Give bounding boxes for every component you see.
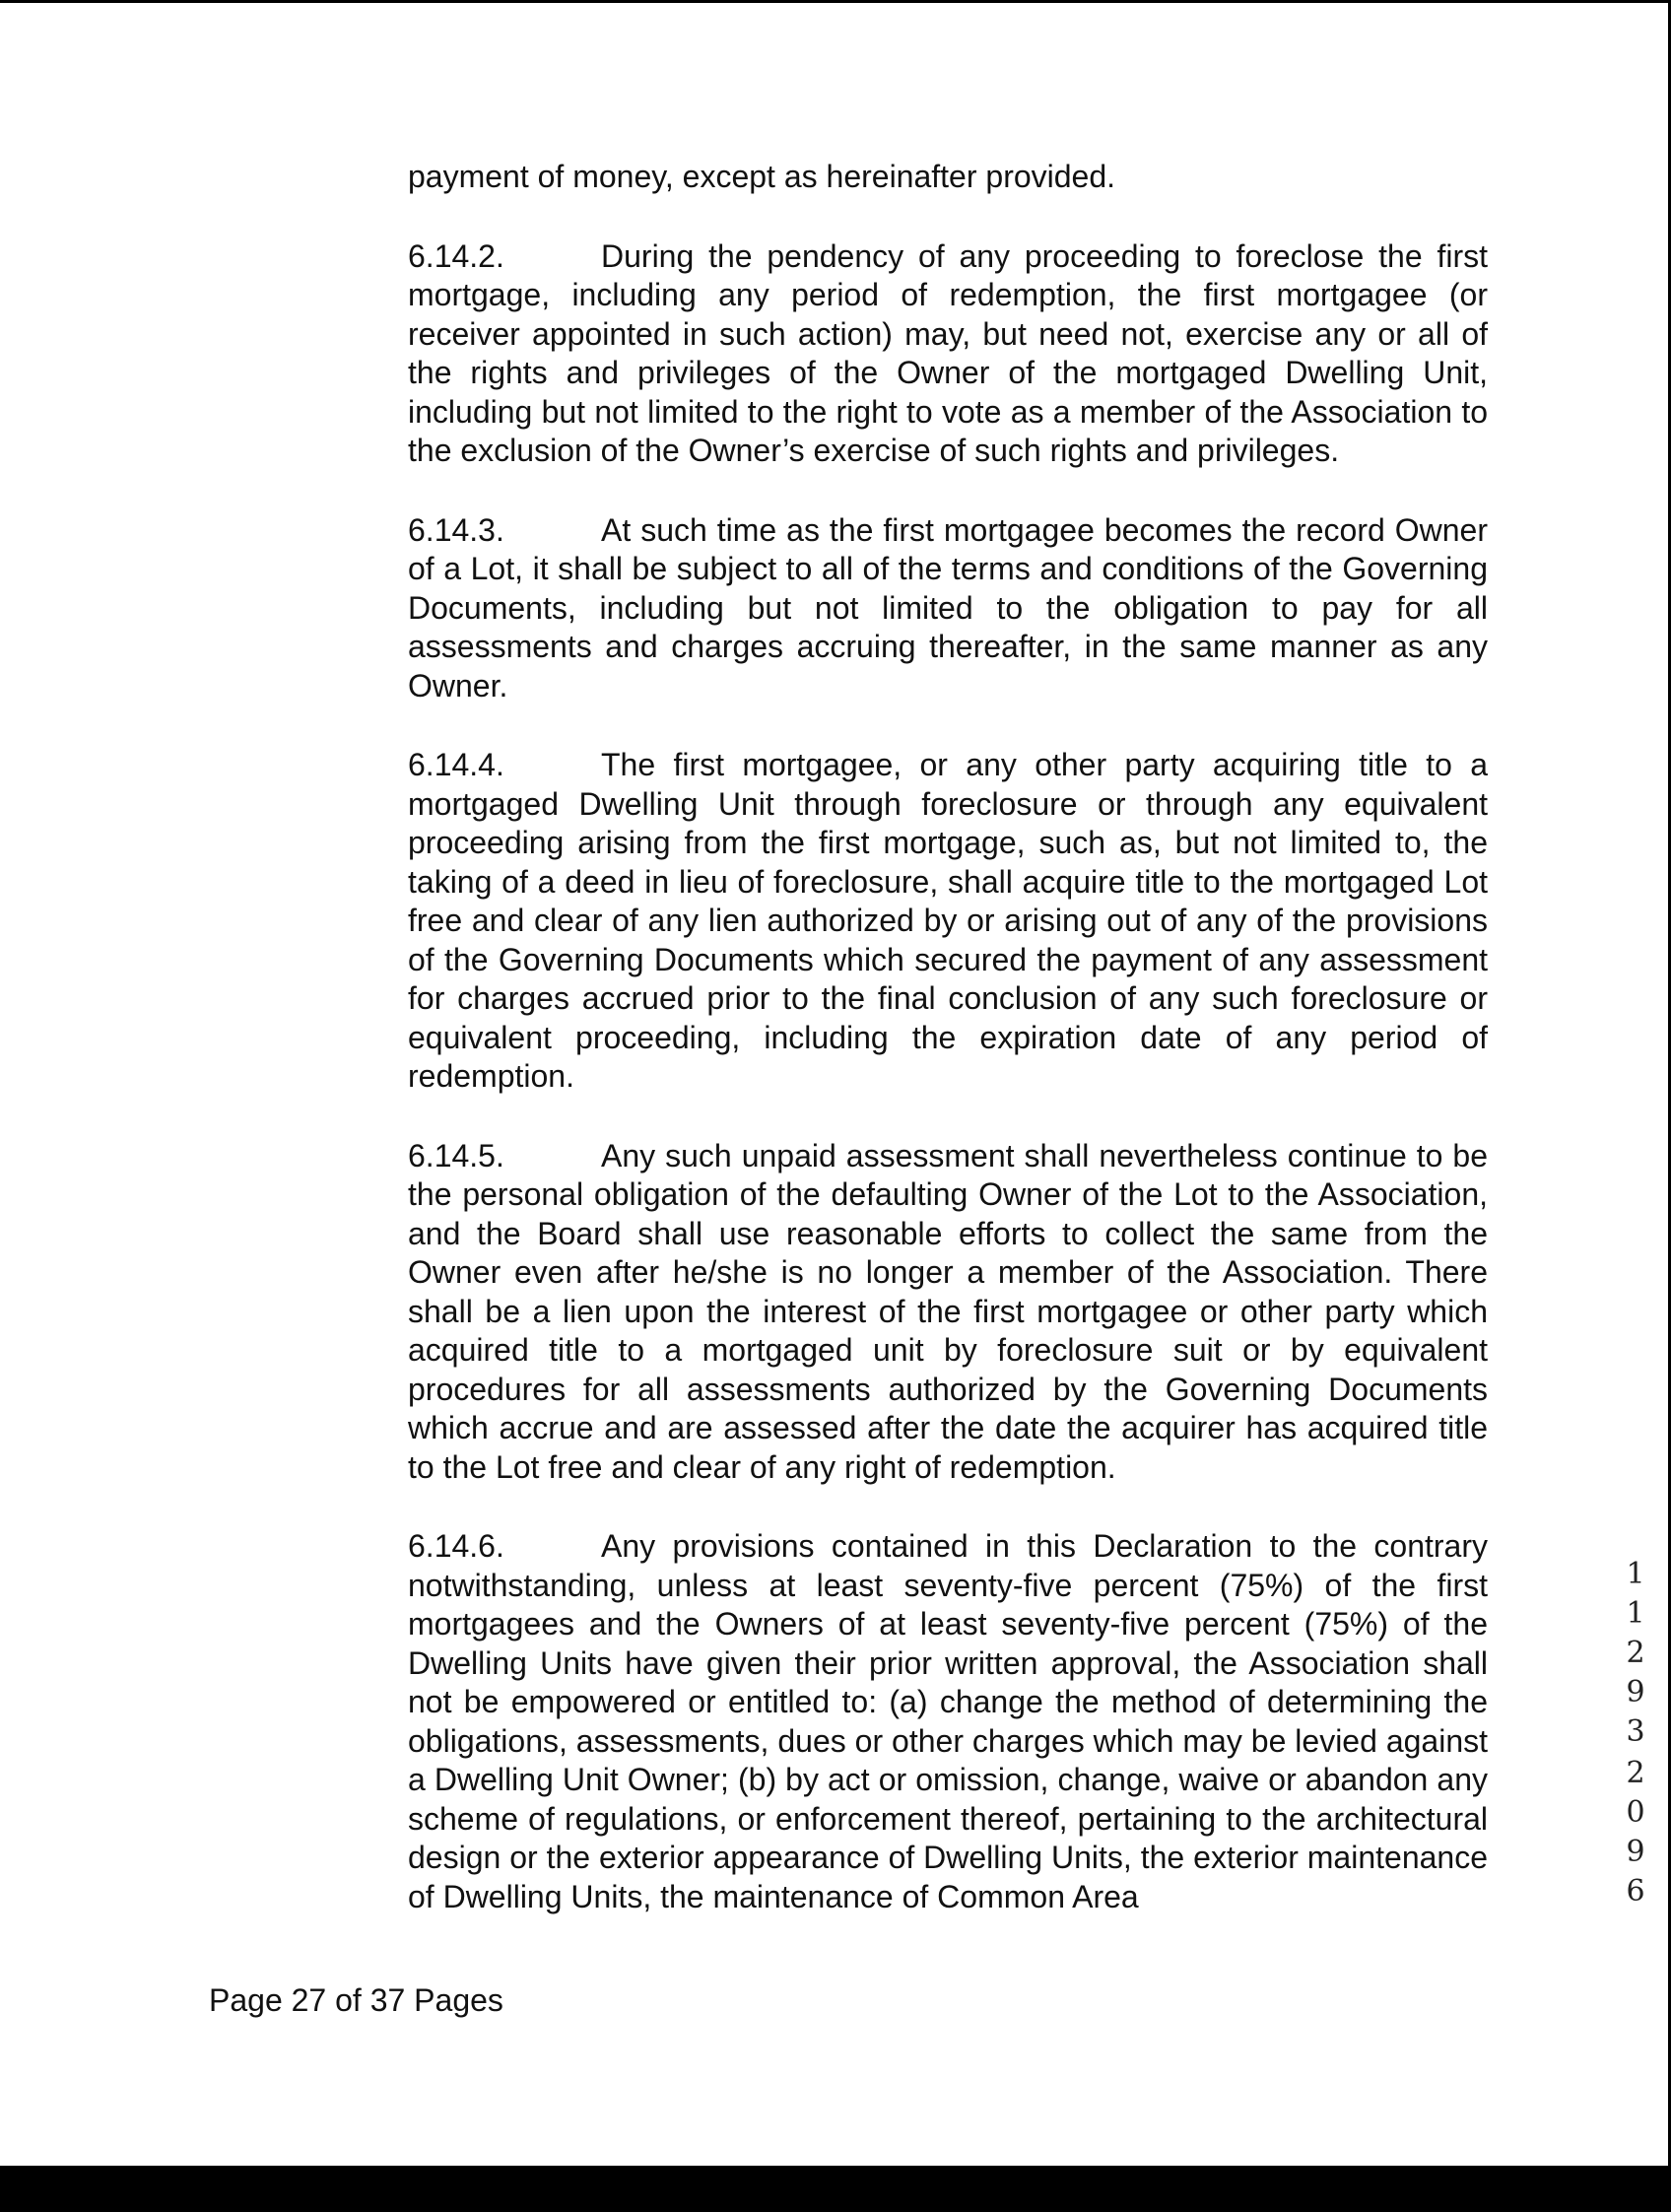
margin-stamp-group-a [1616, 1555, 1655, 1752]
scan-border-top [0, 0, 1671, 3]
clause-text: Any provisions contained in this Declaration to the contrary notwithstanding, unless at least seventy-five percent (75%) of the first mortgagees and the Owners of at least seventy-five percent (75%) of the Dwelling Units have given their prior written approval, the Association shall not be empowered or entitled to: (a) change the method of determining the obligations, assessments, dues or other charges which may be levied against a Dwelling Unit Owner; (b) by act or omission, change, waive or abandon any scheme of regulations, or enforcement thereof, pertaining to the architectural design or the exterior appearance of Dwelling Units, the exterior maintenance of Dwelling Units, the maintenance of Common Area [408, 1528, 1488, 1914]
margin-stamp-group-b [1616, 1754, 1655, 1911]
clause-6-14-3 [408, 511, 1488, 706]
clause-text: At such time as the first mortgagee becomes the record Owner of a Lot, it shall be subject to all of the terms and conditions of the Governing Documents, including but not limited to the obligation to pay for all assessments and charges accruing thereafter, in the same manner as any Owner. [408, 511, 1488, 704]
document-body [408, 158, 1488, 1957]
clause-number: 6.14.3. [408, 511, 504, 548]
clause-text: Any such unpaid assessment shall nevertheless continue to be the personal obligation of the defaulting Owner of the Lot to the Association, and the Board shall use reasonable efforts to collect the same from the Owner even after he/she is no longer a member of the Association. There shall be a lien upon the interest of the first mortgagee or other party which acquired title to a mortgaged unit by foreclosure suit or by equivalent procedures for all assessments authorized by the Governing Documents which accrue and are assessed after the date the acquirer has acquired title to the Lot free and clear of any right of redemption. [408, 1137, 1488, 1485]
stamp-digit: 9 [1626, 1675, 1645, 1709]
clause-6-14-2 [408, 237, 1488, 471]
stamp-digit: 9 [1626, 1835, 1645, 1869]
stamp-digit: 1 [1626, 1557, 1645, 1591]
stamp-digit: 0 [1626, 1795, 1645, 1830]
page-footer: Page 27 of 37 Pages [209, 1982, 503, 2018]
clause-number: 6.14.2. [408, 237, 504, 274]
stamp-digit: 1 [1626, 1596, 1645, 1631]
clause-6-14-6 [408, 1527, 1488, 1916]
clause-text: The first mortgagee, or any other party acquiring title to a mortgaged Dwelling Unit through foreclosure or through any equivalent proceeding arising from the first mortgage, such as, but not limited to, the taking of a deed in lieu of foreclosure, shall acquire title to the mortgaged Lot free and clear of any lien authorized by or arising out of any of the provisions of the Governing Documents which secured the payment of any assessment for charges accrued prior to the final conclusion of any such foreclosure or equivalent proceeding, including the expiration date of any period of redemption. [408, 747, 1488, 1094]
clause-6-14-4 [408, 746, 1488, 1097]
scan-border-bottom [0, 2166, 1671, 2212]
clause-number: 6.14.4. [408, 747, 504, 782]
clause-number: 6.14.6. [408, 1528, 504, 1564]
lead-line: payment of money, except as hereinafter provided. [408, 159, 1116, 194]
stamp-digit: 3 [1626, 1714, 1645, 1749]
stamp-digit: 6 [1626, 1874, 1645, 1909]
clause-6-14-5 [408, 1137, 1488, 1488]
stamp-digit: 2 [1626, 1636, 1645, 1670]
clause-number: 6.14.5. [408, 1137, 504, 1173]
stamp-digit: 2 [1626, 1756, 1645, 1790]
clause-text: During the pendency of any proceeding to foreclose the first mortgage, including any period of redemption, the first mortgagee (or receiver appointed in such action) may, but need not, exercise any or all of the rights and privileges of the Owner of the mortgaged Dwelling Unit, including but not limited to the right to vote as a member of the Association to the exclusion of the Owner’s exercise of such rights and privileges. [408, 237, 1488, 468]
